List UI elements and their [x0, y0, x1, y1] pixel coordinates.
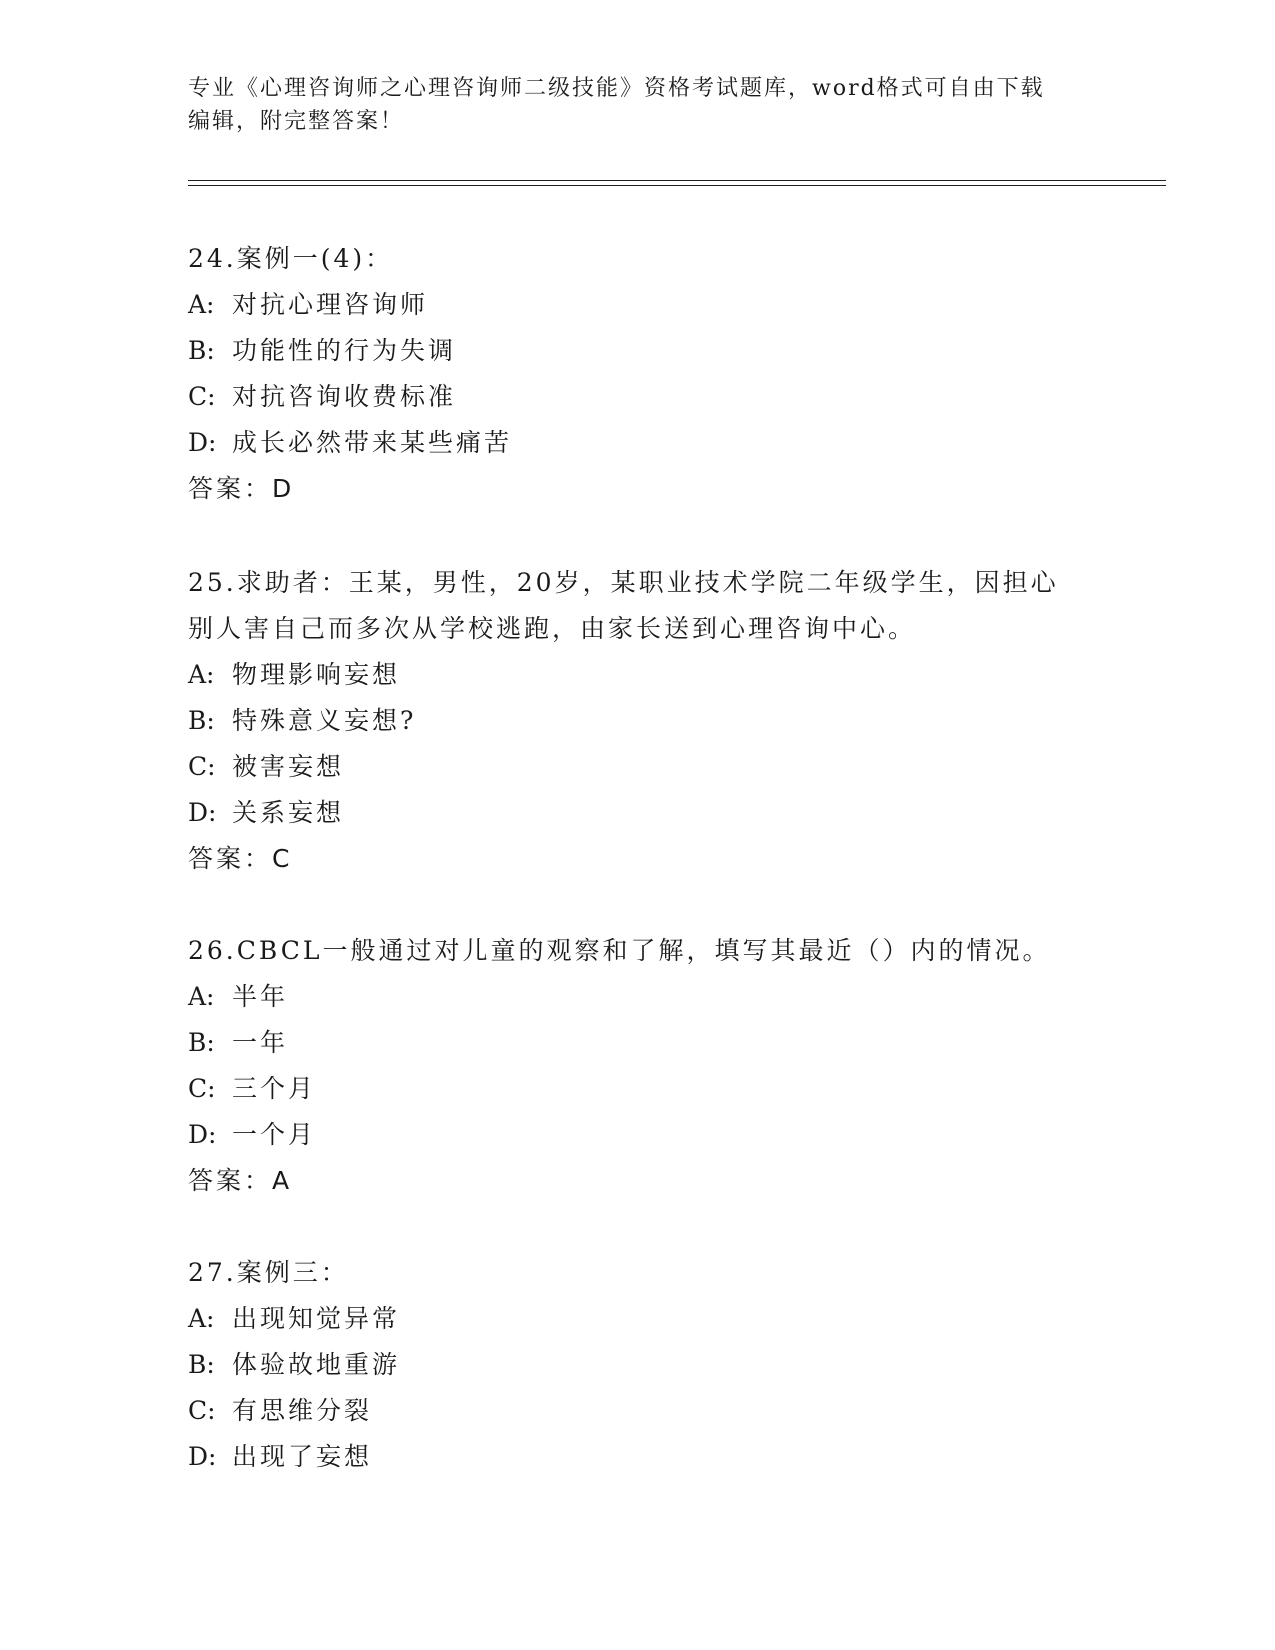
- option-d: [188, 1434, 1108, 1480]
- option-letter: A:: [188, 660, 215, 689]
- question-25: [188, 560, 1108, 882]
- question-27: [188, 1250, 1108, 1480]
- option-text: 被害妄想: [232, 752, 345, 781]
- question-stem: 27.案例三：: [188, 1258, 349, 1287]
- option-b: [188, 328, 1108, 374]
- option-text: 一个月: [232, 1120, 317, 1149]
- option-text: 特殊意义妄想?: [232, 706, 417, 735]
- question-26: [188, 928, 1108, 1204]
- option-text: 成长必然带来某些痛苦: [232, 428, 513, 457]
- option-a: [188, 652, 1108, 698]
- question-stem-line-1: 25.求助者：王某，男性，20岁，某职业技术学院二年级学生，因担心: [188, 568, 1059, 597]
- option-letter: B:: [188, 1028, 215, 1057]
- option-b: [188, 698, 1108, 744]
- option-text: 有思维分裂: [232, 1396, 373, 1425]
- option-letter: A:: [188, 1304, 215, 1333]
- question-stem: 24.案例一(4)：: [188, 244, 394, 273]
- option-letter: D:: [188, 1120, 217, 1149]
- option-letter: C:: [188, 1396, 216, 1425]
- answer: 答案：A: [188, 1166, 293, 1195]
- header-divider-bottom: [188, 185, 1166, 186]
- option-a: [188, 974, 1108, 1020]
- option-letter: D:: [188, 428, 217, 457]
- answer: 答案：C: [188, 844, 293, 873]
- option-text: 对抗心理咨询师: [232, 290, 429, 319]
- option-letter: A:: [188, 290, 215, 319]
- header-line-1: 专业《心理咨询师之心理咨询师二级技能》资格考试题库，word格式可自由下载: [188, 76, 1045, 101]
- option-text: 功能性的行为失调: [232, 336, 457, 365]
- option-text: 关系妄想: [232, 798, 345, 827]
- option-text: 三个月: [232, 1074, 317, 1103]
- option-letter: D:: [188, 1442, 217, 1471]
- option-a: [188, 1296, 1108, 1342]
- option-text: 半年: [232, 982, 289, 1011]
- option-text: 物理影响妄想: [232, 660, 401, 689]
- option-d: [188, 1112, 1108, 1158]
- option-d: [188, 420, 1108, 466]
- question-stem: 26.CBCL一般通过对儿童的观察和了解，填写其最近（）内的情况。: [188, 936, 1051, 965]
- option-letter: C:: [188, 752, 216, 781]
- option-text: 体验故地重游: [232, 1350, 401, 1379]
- option-letter: C:: [188, 382, 216, 411]
- option-letter: D:: [188, 798, 217, 827]
- option-b: [188, 1342, 1108, 1388]
- option-b: [188, 1020, 1108, 1066]
- option-text: 出现了妄想: [232, 1442, 373, 1471]
- question-stem-line-2: 别人害自己而多次从学校逃跑，由家长送到心理咨询中心。: [188, 614, 917, 643]
- answer: 答案：D: [188, 474, 295, 503]
- header-divider-top: [188, 180, 1166, 181]
- option-c: [188, 374, 1108, 420]
- option-text: 对抗咨询收费标准: [232, 382, 457, 411]
- option-text: 出现知觉异常: [232, 1304, 401, 1333]
- option-letter: B:: [188, 706, 215, 735]
- option-letter: B:: [188, 1350, 215, 1379]
- option-d: [188, 790, 1108, 836]
- option-letter: B:: [188, 336, 215, 365]
- option-c: [188, 1066, 1108, 1112]
- option-text: 一年: [232, 1028, 289, 1057]
- option-letter: C:: [188, 1074, 216, 1103]
- option-letter: A:: [188, 982, 215, 1011]
- document-header: [188, 72, 1088, 138]
- option-c: [188, 1388, 1108, 1434]
- question-24: [188, 236, 1108, 512]
- option-c: [188, 744, 1108, 790]
- option-a: [188, 282, 1108, 328]
- header-line-2: 编辑，附完整答案！: [188, 109, 405, 134]
